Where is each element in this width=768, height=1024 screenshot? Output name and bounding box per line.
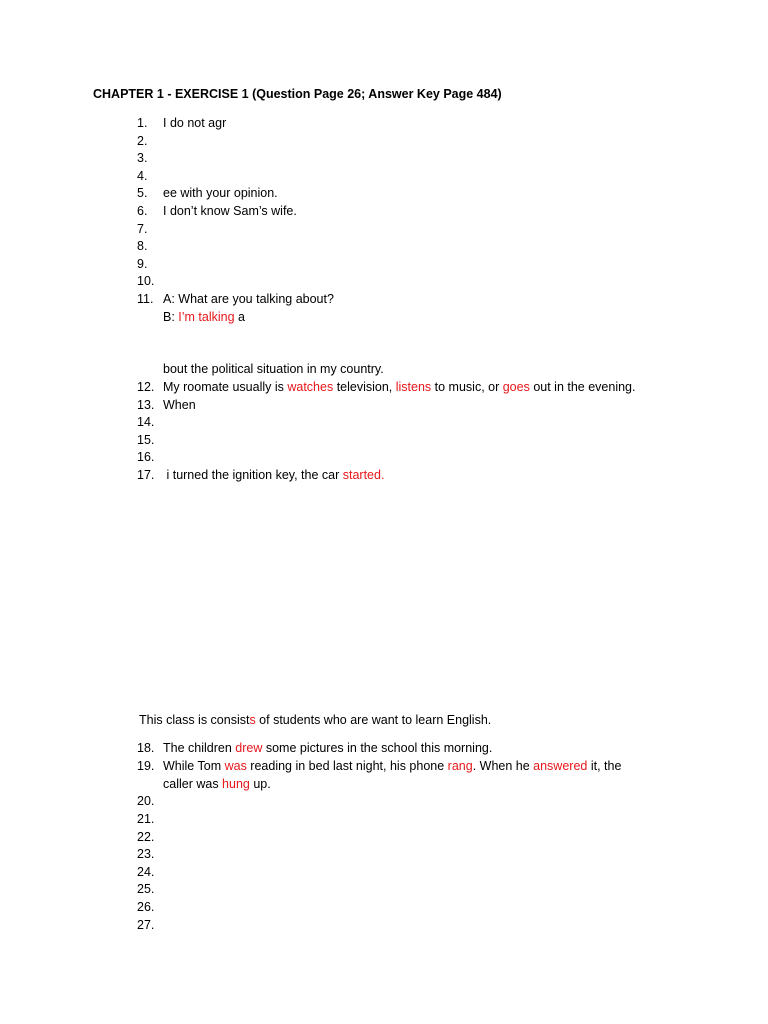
item-number: 26. [137, 900, 155, 914]
item-number: 13. [137, 398, 155, 412]
item-number: 10. [137, 274, 155, 288]
answer-highlight: answered [533, 759, 588, 773]
item-number: 17. [137, 468, 155, 482]
answer-highlight: hung [222, 777, 250, 791]
paragraph-text: This class is consists of students who are want to learn English. [139, 713, 492, 727]
item-number: 2. [137, 134, 148, 148]
answer-highlight: drew [235, 741, 263, 755]
answer-highlight: watches [287, 380, 334, 394]
list-item [137, 378, 635, 396]
item-number: 21. [137, 812, 155, 826]
item-number: 22. [137, 830, 155, 844]
item-number: 18. [137, 741, 155, 755]
list-item [137, 184, 278, 202]
item-number: 23. [137, 847, 155, 861]
item-text: I do not agr [163, 116, 227, 130]
item-number: 15. [137, 433, 155, 447]
item-number: 8. [137, 239, 148, 253]
item-number: 25. [137, 882, 155, 896]
item-number: 19. [137, 759, 155, 773]
item-text: When [163, 398, 196, 412]
list-item [137, 431, 163, 449]
item-number: 6. [137, 204, 148, 218]
list-item [137, 757, 621, 775]
item-number: 16. [137, 450, 155, 464]
answer-highlight: I’m talking [178, 310, 235, 324]
list-item [137, 220, 163, 238]
item-number: 14. [137, 415, 155, 429]
speaker-b-label: B: [163, 310, 179, 324]
list-item [137, 810, 163, 828]
answer-highlight: started. [342, 468, 385, 482]
answer-highlight: goes [502, 380, 530, 394]
list-item [137, 132, 163, 150]
item-number: 9. [137, 257, 148, 271]
list-item [137, 272, 163, 290]
list-item [137, 792, 163, 810]
list-item [137, 290, 334, 308]
item-text: ee with your opinion. [163, 186, 278, 200]
answer-highlight: listens [395, 380, 432, 394]
item-text-continued [163, 308, 245, 326]
list-item [137, 255, 163, 273]
item-number: 3. [137, 151, 148, 165]
item-number: 20. [137, 794, 155, 808]
answer-highlight: s [249, 713, 256, 727]
list-item [137, 396, 196, 414]
answer-highlight: was [224, 759, 247, 773]
item-text: I don’t know Sam’s wife. [163, 204, 297, 218]
list-item [137, 114, 226, 132]
list-item [137, 149, 163, 167]
item-text: i turned the ignition key, the car started. [163, 468, 385, 482]
item-text-continued: bout the political situation in my country. [163, 362, 384, 376]
list-item [137, 202, 297, 220]
list-item [137, 466, 384, 484]
list-item [137, 845, 163, 863]
list-item [137, 448, 163, 466]
item-text: My roomate usually is watches television, listens to music, or goes out in the evening. [163, 380, 636, 394]
list-item [137, 880, 163, 898]
item-number: 5. [137, 186, 148, 200]
list-item [137, 898, 163, 916]
page-title: CHAPTER 1 - EXERCISE 1 (Question Page 26; Answer Key Page 484) [93, 87, 502, 101]
list-item [137, 863, 163, 881]
list-item [137, 916, 163, 934]
list-item [137, 413, 163, 431]
item-number: 4. [137, 169, 148, 183]
answer-highlight: rang [447, 759, 473, 773]
item-number: 1. [137, 116, 148, 130]
item-number: 7. [137, 222, 148, 236]
item-number: 27. [137, 918, 155, 932]
item-number: 24. [137, 865, 155, 879]
item-text: A: What are you talking about? [163, 292, 334, 306]
item-text-continued: caller was hung up. [163, 777, 271, 791]
item-text: The children drew some pictures in the school this morning. [163, 741, 493, 755]
item-number: 11. [137, 292, 154, 306]
item-text: While Tom was reading in bed last night, his phone rang. When he answered it, the [163, 759, 622, 773]
list-item [137, 828, 163, 846]
list-item [137, 739, 492, 757]
item-text: a [234, 310, 246, 324]
item-number: 12. [137, 380, 155, 394]
list-item [137, 237, 163, 255]
list-item [137, 167, 163, 185]
